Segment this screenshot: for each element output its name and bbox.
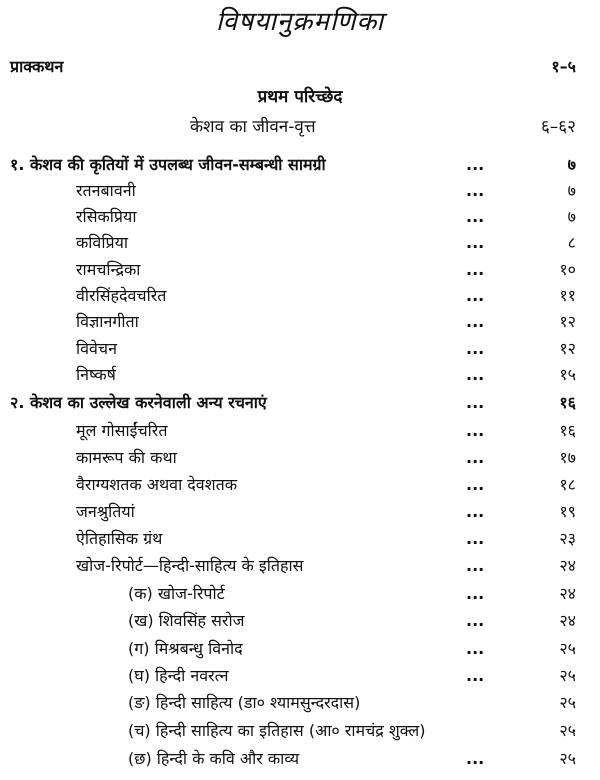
toc-row bbox=[0, 718, 600, 744]
toc-label: २. केशव का उल्लेख करनेवाली अन्य रचनाएं bbox=[10, 393, 267, 412]
toc-label: वैराग्यशतक अथवा देवशतक bbox=[76, 475, 237, 494]
toc-row bbox=[0, 204, 600, 230]
toc-label: विवेचन bbox=[76, 339, 117, 358]
toc-row bbox=[0, 581, 600, 607]
toc-page: १–५ bbox=[551, 57, 576, 76]
toc-label: (छ) हिन्दी के कवि और काव्य bbox=[128, 749, 300, 768]
toc-leader-dots: ... bbox=[466, 393, 485, 412]
toc-leader-dots: ... bbox=[466, 181, 485, 200]
toc-row bbox=[0, 445, 600, 471]
toc-page: १६ bbox=[559, 421, 576, 440]
toc-row-preface bbox=[0, 54, 600, 80]
toc-row bbox=[0, 418, 600, 444]
toc-page: २४ bbox=[559, 611, 576, 630]
toc-page: १९ bbox=[559, 502, 576, 521]
toc-page: २५ bbox=[559, 639, 576, 658]
toc-leader-dots: ... bbox=[466, 475, 485, 494]
toc-row bbox=[0, 663, 600, 689]
toc-leader-dots: ... bbox=[466, 666, 485, 685]
toc-label: मूल गोसाईंचरित bbox=[76, 421, 168, 440]
toc-row bbox=[0, 230, 600, 256]
toc-page: ११ bbox=[559, 286, 576, 305]
toc-label: खोज-रिपोर्ट—हिन्दी-साहित्य के इतिहास bbox=[76, 556, 304, 575]
toc-label: कामरूप की कथा bbox=[76, 448, 177, 467]
chapter-subtitle: केशव का जीवन-वृत्त bbox=[190, 117, 316, 137]
page-title: विषयानुक्रमणिका bbox=[215, 7, 385, 37]
toc-page: १५ bbox=[559, 365, 576, 384]
toc-label: ऐतिहासिक ग्रंथ bbox=[76, 529, 163, 548]
toc-label: (क) खोज-रिपोर्ट bbox=[128, 584, 225, 603]
toc-row bbox=[0, 257, 600, 283]
toc-page: २५ bbox=[559, 721, 576, 740]
toc-page: ८ bbox=[567, 233, 576, 252]
toc-leader-dots: ... bbox=[466, 556, 485, 575]
toc-label: १. केशव की कृतियों में उपलब्ध जीवन-सम्बन्धी सामग्री bbox=[10, 155, 326, 174]
toc-row bbox=[0, 746, 600, 772]
chapter-page-range: ६–६२ bbox=[540, 117, 576, 137]
toc-row bbox=[0, 390, 600, 416]
toc-leader-dots: ... bbox=[466, 365, 485, 384]
toc-row bbox=[0, 362, 600, 388]
toc-label: प्राक्कथन bbox=[10, 57, 64, 76]
toc-leader-dots: ... bbox=[466, 421, 485, 440]
toc-page: १८ bbox=[559, 475, 576, 494]
toc-label: रसिकप्रिया bbox=[76, 207, 137, 226]
toc-page: ७ bbox=[567, 207, 576, 226]
toc-row bbox=[0, 499, 600, 525]
toc-page: २४ bbox=[559, 584, 576, 603]
toc-label: (ङ) हिन्दी साहित्य (डा० श्यामसुन्दरदास) bbox=[128, 693, 361, 712]
toc-row bbox=[0, 636, 600, 662]
toc-leader-dots: ... bbox=[466, 312, 485, 331]
toc-page: २५ bbox=[559, 749, 576, 768]
toc-page: २५ bbox=[559, 693, 576, 712]
toc-page: ७ bbox=[567, 181, 576, 200]
toc-page: १० bbox=[559, 260, 576, 279]
toc-row bbox=[0, 526, 600, 552]
toc-page: १२ bbox=[559, 339, 576, 358]
toc-row bbox=[0, 608, 600, 634]
toc-page: १२ bbox=[559, 312, 576, 331]
toc-label: (घ) हिन्दी नवरत्न bbox=[128, 666, 229, 685]
toc-leader-dots: ... bbox=[466, 749, 485, 768]
toc-row bbox=[0, 336, 600, 362]
chapter-heading: प्रथम परिच्छेद bbox=[257, 87, 343, 107]
toc-row bbox=[0, 472, 600, 498]
toc-leader-dots: ... bbox=[466, 233, 485, 252]
toc-label: रतनबावनी bbox=[76, 181, 136, 200]
toc-leader-dots: ... bbox=[466, 339, 485, 358]
toc-label: (च) हिन्दी साहित्य का इतिहास (आ० रामचंद्र शुक्ल) bbox=[128, 721, 426, 740]
toc-page: २५ bbox=[559, 666, 576, 685]
toc-page: १७ bbox=[559, 448, 576, 467]
toc-leader-dots: ... bbox=[466, 584, 485, 603]
toc-page: २३ bbox=[559, 529, 576, 548]
toc-label: निष्कर्ष bbox=[76, 365, 116, 384]
toc-leader-dots: ... bbox=[466, 448, 485, 467]
toc-leader-dots: ... bbox=[466, 502, 485, 521]
toc-page: १६ bbox=[559, 393, 576, 412]
toc-label: रामचन्द्रिका bbox=[76, 260, 141, 279]
toc-row bbox=[0, 553, 600, 579]
toc-row bbox=[0, 283, 600, 309]
toc-page: ७ bbox=[567, 155, 576, 174]
toc-label: (ख) शिवसिंह सरोज bbox=[128, 611, 245, 630]
toc-leader-dots: ... bbox=[466, 529, 485, 548]
toc-leader-dots: ... bbox=[466, 155, 485, 174]
toc-row bbox=[0, 309, 600, 335]
toc-row bbox=[0, 690, 600, 716]
chapter-subtitle-row bbox=[0, 114, 600, 140]
toc-label: (ग) मिश्रबन्धु विनोद bbox=[128, 639, 243, 658]
toc-row bbox=[0, 152, 600, 178]
toc-row bbox=[0, 178, 600, 204]
toc-leader-dots: ... bbox=[466, 286, 485, 305]
toc-label: जनश्रुतियां bbox=[76, 502, 135, 521]
toc-leader-dots: ... bbox=[466, 639, 485, 658]
toc-leader-dots: ... bbox=[466, 260, 485, 279]
toc-leader-dots: ... bbox=[466, 207, 485, 226]
toc-page: २४ bbox=[559, 556, 576, 575]
toc-label: कविप्रिया bbox=[76, 233, 129, 252]
toc-leader-dots: ... bbox=[466, 611, 485, 630]
toc-label: विज्ञानगीता bbox=[76, 312, 139, 331]
toc-label: वीरसिंहदेवचरित bbox=[76, 286, 167, 305]
